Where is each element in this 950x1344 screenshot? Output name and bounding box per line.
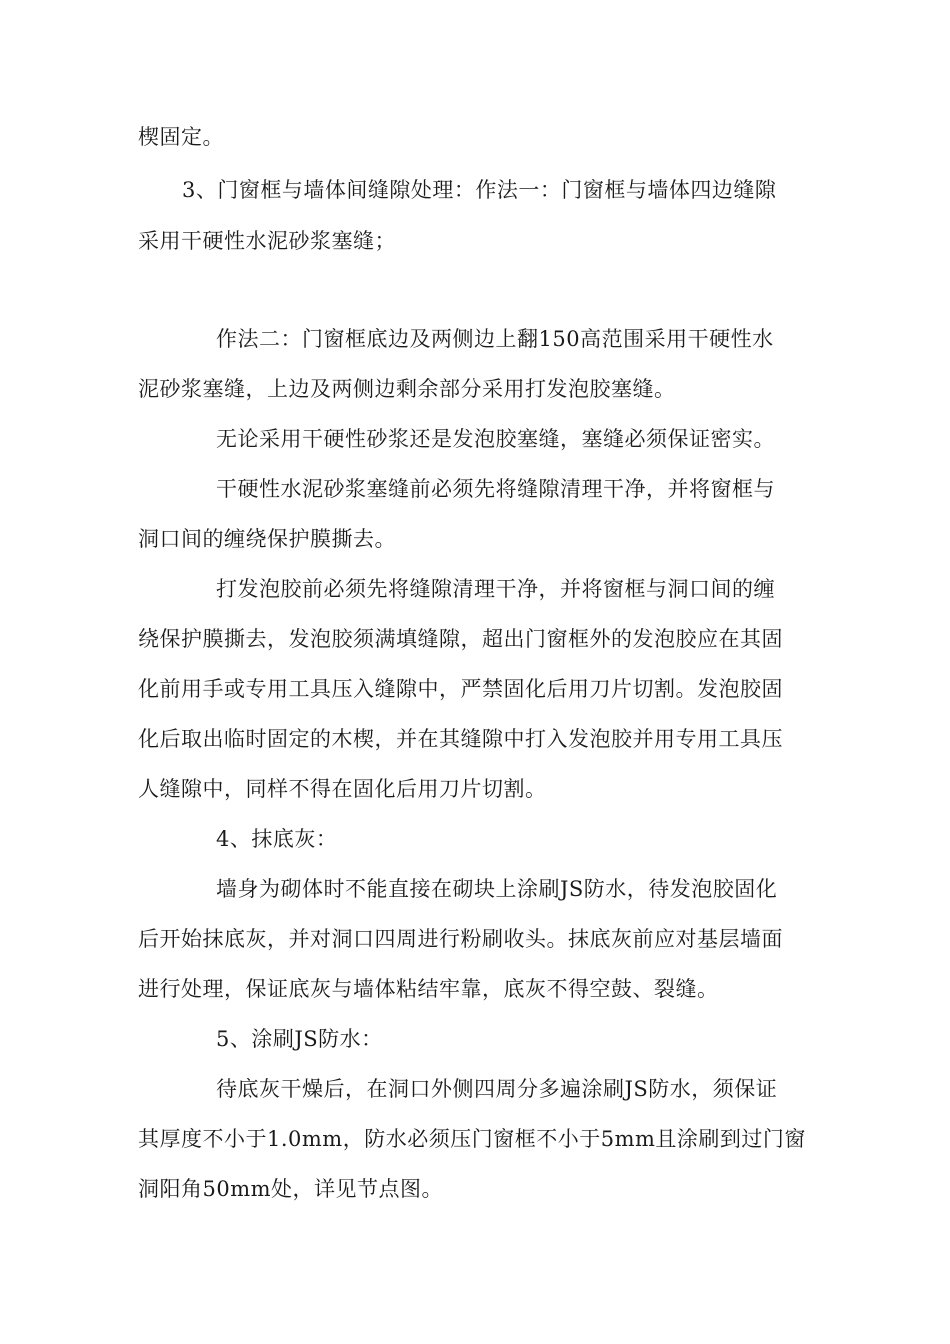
paragraph-start: 待底灰干燥后，在洞口外侧四周分多遍涂刷JS防水，须保证 (216, 1077, 778, 1101)
text-line: 化后取出临时固定的木楔，并在其缝隙中打入发泡胶并用专用工具压 (138, 727, 783, 751)
text-line: 洞阳角50mm处，详见节点图。 (138, 1177, 444, 1201)
paragraph-start: 墙身为砌体时不能直接在砌块上涂刷JS防水，待发泡胶固化 (216, 877, 778, 901)
text-line: 泥砂浆塞缝，上边及两侧边剩余部分采用打发泡胶塞缝。 (138, 377, 676, 401)
section-heading-5: 5、涂刷JS防水： (216, 1027, 383, 1051)
text-line: 其厚度不小于1.0mm，防水必须压门窗框不小于5mm且涂刷到过门窗 (138, 1127, 806, 1151)
text-line: 楔固定。 (138, 125, 224, 149)
text-line: 人缝隙中，同样不得在固化后用刀片切割。 (138, 777, 547, 801)
text-line: 后开始抹底灰，并对洞口四周进行粉刷收头。抹底灰前应对基层墙面 (138, 927, 783, 951)
paragraph-start: 打发泡胶前必须先将缝隙清理干净，并将窗框与洞口间的缠 (216, 577, 775, 601)
text-line: 进行处理，保证底灰与墙体粘结牢靠，底灰不得空鼓、裂缝。 (138, 977, 719, 1001)
text-line: 采用干硬性水泥砂浆塞缝； (138, 229, 396, 253)
text-line: 洞口间的缠绕保护膜撕去。 (138, 527, 396, 551)
paragraph-start: 作法二：门窗框底边及两侧边上翻150高范围采用干硬性水 (216, 327, 774, 351)
text-line: 化前用手或专用工具压入缝隙中，严禁固化后用刀片切割。发泡胶固 (138, 677, 783, 701)
paragraph-start: 无论采用干硬性砂浆还是发泡胶塞缝，塞缝必须保证密实。 (216, 427, 775, 451)
paragraph-start: 干硬性水泥砂浆塞缝前必须先将缝隙清理干净，并将窗框与 (216, 477, 775, 501)
section-heading-4: 4、抹底灰： (216, 827, 338, 851)
section-heading-3: 3、门窗框与墙体间缝隙处理：作法一：门窗框与墙体四边缝隙 (182, 178, 777, 202)
text-line: 绕保护膜撕去，发泡胶须满填缝隙，超出门窗框外的发泡胶应在其固 (138, 627, 783, 651)
